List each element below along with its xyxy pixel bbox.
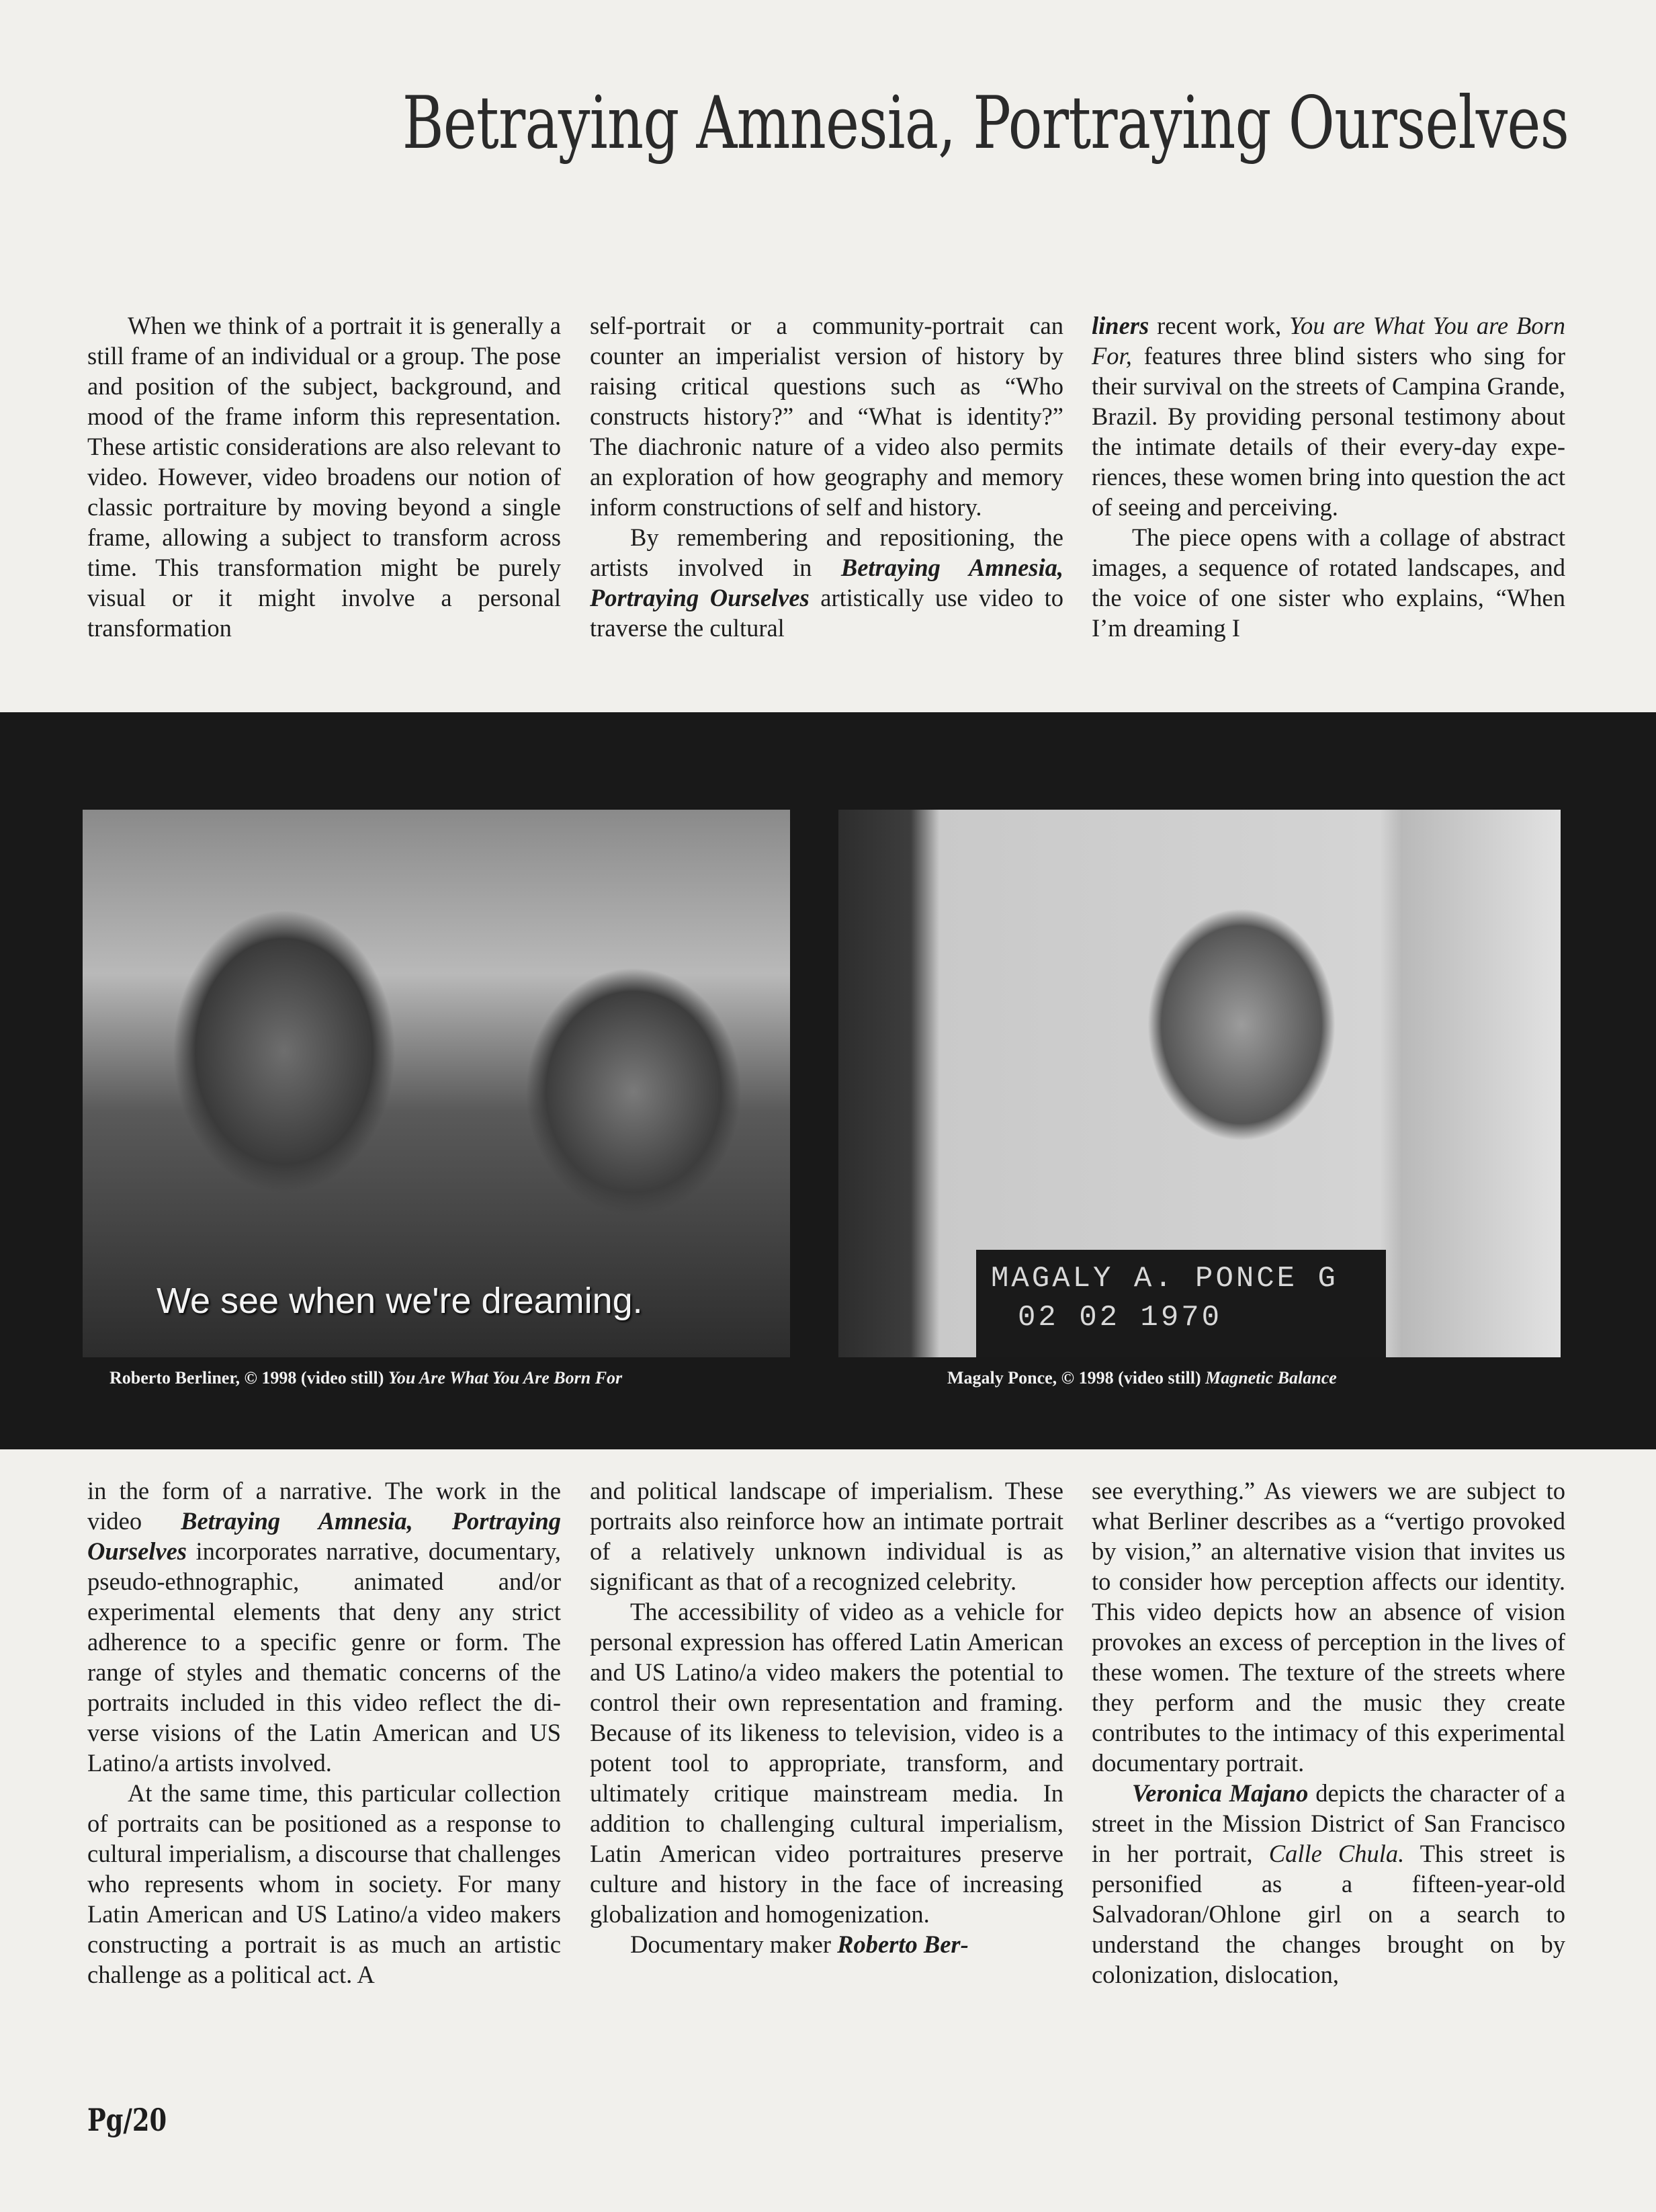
column-bottom-1 bbox=[87, 1476, 561, 1990]
column-bottom-3 bbox=[1092, 1476, 1565, 1990]
column-top-2 bbox=[590, 310, 1063, 643]
paragraph: self-portrait or a community-portrait can counter an imperialist version of history by raising critical questions such as “Who constructs history?” and “What is identity?” The diachronic nature of a video also permits an exploration of how geography and memory inform constructions of self and history. bbox=[590, 312, 1063, 521]
paragraph: The piece opens with a collage of abstract images, a sequence of rotated landscapes, and the voice of one sister who explains, “When I’m dreaming I bbox=[1092, 523, 1565, 642]
video-subtitle: We see when we're dreaming. bbox=[157, 1281, 643, 1321]
paragraph: The accessibility of video as a vehicle for personal expression has offered Latin American and US Latino/a video makers the potential to control their own representation and framing. Because of its likeness to television, video is a potent tool to appropriate, transform, and ultimately critique mainstream media. In addition to challenging cultural imperialism, Latin American video portraitures preserve culture and history in the face of increasing globalization and homogenization. bbox=[590, 1598, 1063, 1928]
video-title: Betraying Amnesia, Portraying Ourselves bbox=[590, 554, 1064, 611]
paragraph: Documentary maker Roberto Ber- bbox=[630, 1930, 969, 1958]
column-top-3 bbox=[1092, 310, 1565, 643]
column-bottom-2 bbox=[590, 1476, 1063, 1959]
paragraph: and political landscape of imperialism. These portraits also reinforce how an intimate portrait of a relatively unknown individual is as significant as that of a recognized celebrity. bbox=[590, 1477, 1063, 1595]
paragraph: Veronica Majano depicts the character of a street in the Mission District of San Francisco in her portrait, Calle Chula. This street is personified as a fifteen-year-old Salvadoran/Ohlone girl on a search to understand the changes brought on by colonization, dislocation, bbox=[1092, 1779, 1565, 1988]
paragraph: in the form of a narrative. The work in the video Betraying Amnesia, Portraying Ourselves incorporates narrative, documentary, pseudo-ethnographic, animated and/or experimental elements that deny any strict adherence to a specific genre or form. The range of styles and thematic concerns of the portraits included in this video reflect the diverse visions of the Latin American and US Latino/a artists involved. bbox=[87, 1477, 561, 1777]
column-top-1 bbox=[87, 310, 561, 643]
artist-name: liners bbox=[1092, 312, 1149, 339]
artist-name: Roberto Ber- bbox=[837, 1930, 969, 1958]
video-still-ponce bbox=[838, 810, 1561, 1357]
paragraph: see everything.” As viewers we are subject to what Berliner describes as a “vertigo provoked by vision,” an alternative vision that invites us to consider how perception affects our identity. This video depicts how an absence of vision provokes an excess of perception in the lives of these women. The texture of the streets where they perform and the music they create contributes to the intimacy of this experimental documentary portrait. bbox=[1092, 1477, 1565, 1777]
id-plate: MAGALY A. PONCE G 02 02 1970 bbox=[976, 1250, 1386, 1357]
paragraph: By remembering and repositioning, the artists involved in Betraying Amnesia, Portraying Ourselves artistically use video to traverse the cultural bbox=[590, 523, 1064, 642]
video-title: Betraying Amnesia, Portraying Ourselves bbox=[87, 1507, 561, 1565]
paragraph: At the same time, this particular collection of portraits can be positioned as a response to cultural imperialism, a discourse that challenges who represents whom in society. For many Latin American and US Latino/a video makers constructing a portrait is as much an artistic challenge as a political act. A bbox=[87, 1779, 561, 1988]
page-title: Betraying Amnesia, Portraying Ourselves bbox=[402, 81, 1569, 165]
video-still-berliner bbox=[83, 810, 790, 1357]
page-number: Pg/20 bbox=[87, 2102, 167, 2138]
artist-name: Veronica Majano bbox=[1132, 1779, 1309, 1807]
paragraph: When we think of a portrait it is generally a still frame of an individual or a group. The pose and position of the subject, background, and mood of the frame inform this representation. These artistic considerations are also relevant to video. However, video broadens our notion of classic portraiture by moving beyond a single frame, allowing a subject to transform across time. This transformation might be purely visual or it might involve a personal transformation bbox=[87, 312, 561, 642]
paragraph: liners recent work, You are What You are Born For, features three blind sisters who sing for their survival on the streets of Campina Grande, Brazil. By providing personal testimony about the intimate details of their every-day experiences, these women bring into question the act of seeing and perceiving. bbox=[1092, 312, 1565, 521]
photo-caption-left: Roberto Berliner, © 1998 (video still) You Are What You Are Born For bbox=[110, 1368, 623, 1388]
photo-caption-right: Magaly Ponce, © 1998 (video still) Magnetic Balance bbox=[947, 1368, 1337, 1388]
